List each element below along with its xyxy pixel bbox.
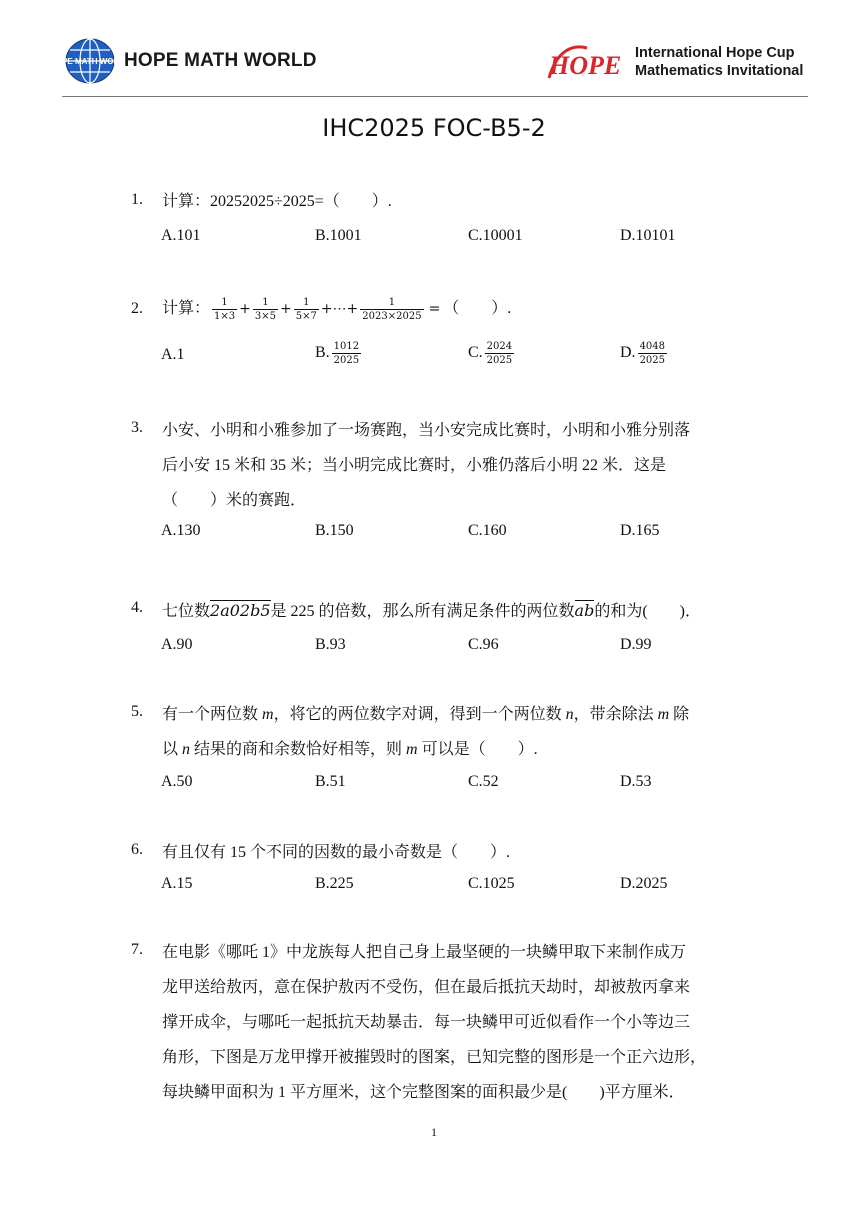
- left-logo-text: HOPE MATH WORLD: [124, 50, 317, 71]
- option-a: A.50: [161, 773, 193, 790]
- question-line: （ ）米的赛跑．: [162, 492, 307, 509]
- hope-logo-icon: [543, 40, 631, 84]
- option-d: D. $\frac{4048}{2025}$: [620, 341, 666, 366]
- globe-label: HOPE MATH WORLD: [50, 57, 130, 66]
- question-number: 2.: [131, 300, 143, 317]
- option-b: B.93: [315, 636, 346, 653]
- page-number: 1: [431, 1125, 437, 1139]
- question-line: 后小安 15 米和 35 米；当小明完成比赛时，小雅仍落后小明 22 米．这是: [162, 457, 667, 474]
- fraction-term: $\frac{1}{3\times 5}$: [254, 296, 276, 322]
- question-suffix: （ ）.: [443, 300, 512, 317]
- question-prefix: 计算：: [162, 300, 211, 317]
- question-number: 4.: [131, 599, 143, 616]
- question-line: 撑开成伞，与哪吒一起抵抗天劫暴击．每一块鳞甲可近似看作一个小等边三: [162, 1014, 691, 1031]
- option-a: A.130: [161, 522, 201, 539]
- question-5-options: [0, 773, 868, 795]
- overline-number: ab: [574, 601, 595, 620]
- question-text: 计算： $\frac{1}{1\times 3}$ + $\frac{1}{3\times 5}$ + $\frac{1}{5\times 7}$ +⋯+ $\frac{1}{2023\times 2025}$ = （ ）.: [162, 296, 512, 322]
- option-a: A.15: [161, 875, 193, 892]
- hope-logo-text: HOPE: [549, 51, 622, 80]
- page-header: [0, 0, 868, 100]
- option-d: D.2025: [620, 875, 668, 892]
- option-c: C.52: [468, 773, 499, 790]
- question-text: 有且仅有 15 个不同的因数的最小奇数是（ ）.: [162, 844, 511, 861]
- ihc-title: [635, 44, 803, 80]
- question-text: [162, 413, 752, 518]
- option-b: B. $\frac{1012}{2025}$: [315, 341, 360, 366]
- question-line: 角形，下图是万龙甲撑开被摧毁时的图案，已知完整的图形是一个正六边形，: [162, 1049, 707, 1066]
- question-line: 龙甲送给敖丙，意在保护敖丙不受伤，但在最后抵抗天劫时，却被敖丙拿来: [162, 979, 691, 996]
- question-line: 在电影《哪吒 1》中龙族每人把自己身上最坚硬的一块鳞甲取下来制作成万: [162, 944, 687, 961]
- option-c: C.1025: [468, 875, 515, 892]
- question-3-options: [0, 522, 868, 544]
- option-b: B.150: [315, 522, 354, 539]
- ihc-title-line1: International Hope Cup: [635, 45, 795, 61]
- question-text: 计算：20252025÷2025=（ ）.: [162, 193, 392, 210]
- fraction-term: $\frac{1}{1\times 3}$: [214, 296, 236, 322]
- option-c: C.96: [468, 636, 499, 653]
- hope-math-world-logo: [50, 36, 317, 86]
- question-text: 七位数2a02b5是 225 的倍数，那么所有满足条件的两位数ab的和为( )．: [162, 601, 701, 620]
- question-2-options: [0, 340, 868, 374]
- page-title: IHC2025 FOC-B5-2: [322, 114, 546, 142]
- option-d: D.165: [620, 522, 660, 539]
- question-number: 6.: [131, 841, 143, 858]
- option-b: B.1001: [315, 227, 362, 244]
- option-c: C. $\frac{2024}{2025}$: [468, 341, 513, 366]
- option-c: C.10001: [468, 227, 523, 244]
- question-text: [162, 935, 752, 1110]
- option-d: D.99: [620, 636, 652, 653]
- option-a: A.101: [161, 227, 201, 244]
- question-6-options: [0, 875, 868, 897]
- option-c: C.160: [468, 522, 507, 539]
- question-4-options: [0, 636, 868, 658]
- fraction-term: $\frac{1}{5\times 7}$: [295, 296, 317, 322]
- globe-icon: [50, 36, 130, 86]
- option-a: A.1: [161, 346, 185, 363]
- ihc-title-line2: Mathematics Invitational: [635, 63, 804, 79]
- option-b: B.225: [315, 875, 354, 892]
- question-number: 5.: [131, 703, 143, 720]
- header-divider: [62, 96, 808, 97]
- question-number: 1.: [131, 191, 143, 208]
- question-1-options: [0, 227, 868, 249]
- question-line: 有一个两位数 m，将它的两位数字对调，得到一个两位数 n，带余除法 m 除: [162, 706, 690, 723]
- ihc-logo: [543, 40, 803, 84]
- option-d: D.53: [620, 773, 652, 790]
- option-d: D.10101: [620, 227, 676, 244]
- question-number: 7.: [131, 941, 143, 958]
- option-b: B.51: [315, 773, 346, 790]
- question-number: 3.: [131, 419, 143, 436]
- question-line: 小安、小明和小雅参加了一场赛跑，当小安完成比赛时，小明和小雅分别落: [162, 422, 691, 439]
- question-line: 每块鳞甲面积为 1 平方厘米，这个完整图案的面积最少是( )平方厘米．: [162, 1084, 685, 1101]
- overline-number: 2a02b5: [210, 601, 271, 620]
- option-a: A.90: [161, 636, 193, 653]
- question-text: [162, 697, 752, 767]
- fraction-term: $\frac{1}{2023\times 2025}$: [362, 296, 422, 322]
- question-line: 以 n 结果的商和余数恰好相等，则 m 可以是（ ）.: [162, 741, 538, 758]
